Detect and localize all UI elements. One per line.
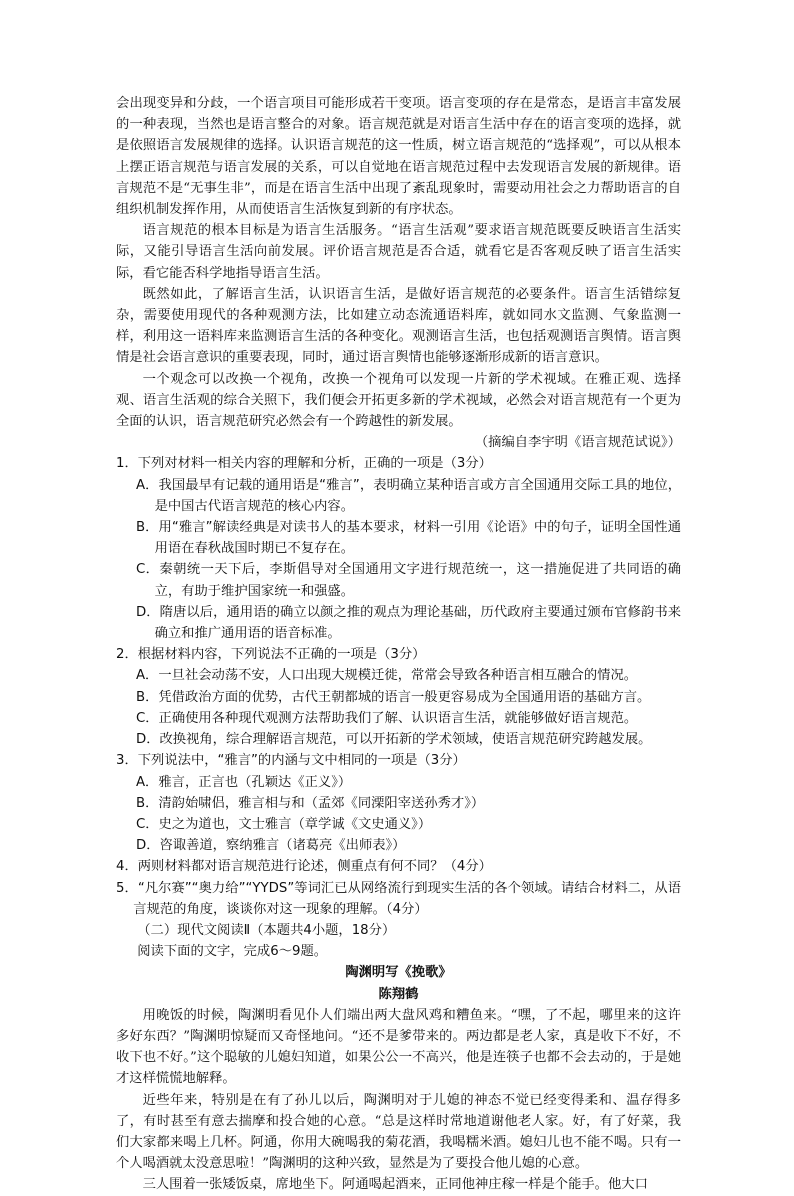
question-3-option-b: B．清韵始啸侣，雅言相与和（孟郊《同溧阳宰送孙秀才》）: [135, 795, 485, 811]
question-4-stem: 4．两则材料都对语言规范进行论述，侧重点有何不同？（4分）: [116, 859, 492, 875]
material-paragraph: 一个观念可以改换一个视角，改换一个视角可以发现一片新的学术视域。在雅正观、选择观、语言生活观的综合关照下，我们便会开拓更多新的学术视域，必然会对语言规范有一个更为全面的认识，语言规范研究必然会有一个跨越性的新发展。: [116, 371, 681, 430]
article-title: 陶渊明写《挽歌》: [345, 965, 452, 981]
article-author: 陈翔鹤: [378, 986, 419, 1002]
question-1-option-c: C．秦朝统一天下后，李斯倡导对全国通用文字进行规范统一，这一措施促进了共同语的确立，有助于维护国家统一和强盛。: [135, 562, 681, 599]
question-1-option-a: A．我国最早有记载的通用语是“雅言”，表明确立某种语言或方言全国通用交际工具的地位，是中国古代语言规范的核心内容。: [135, 477, 681, 514]
question-3-option-d: D．咨诹善道，察纳雅言（诸葛亮《出师表》）: [135, 838, 406, 854]
material-paragraph: 语言规范的根本目标是为语言生活服务。“语言生活观”要求语言规范既要反映语言生活实际，又能引导语言生活向前发展。评价语言规范是否合适，就看它是否客观反映了语言生活实际，看它能否科学地指导语言生活。: [116, 223, 681, 281]
question-1-stem: 1．下列对材料一相关内容的理解和分析，正确的一项是（3分）: [116, 456, 492, 472]
material-paragraph: 会出现变异和分歧，一个语言项目可能形成若干变项。语言变项的存在是常态，是语言丰富发展的一种表现，当然也是语言整合的对象。语言规范就是对语言生活中存在的语言变项的选择，就是依照语言发展规律的选择。认识语言规范的这一性质，树立语言规范的“选择观”，可以从根本上摆正语言规范与语言发展的关系，可以自觉地在语言规范过程中去发现语言发展的新规律。语言规范不是“无事生非”，而是在语言生活中出现了紊乱现象时，需要动用社会之力帮助语言的自组织机制发挥作用，从而使语言生活恢复到新的有序状态。: [116, 96, 681, 218]
question-1-option-b: B．用“雅言”解读经典是对读书人的基本要求，材料一引用《论语》中的句子，证明全国性通用语在春秋战国时期已不复存在。: [135, 520, 681, 557]
exam-page: [116, 93, 681, 1196]
question-2-stem: 2．根据材料内容，下列说法不正确的一项是（3分）: [116, 647, 426, 663]
material-paragraph: 既然如此，了解语言生活，认识语言生活，是做好语言规范的必要条件。语言生活错综复杂，需要使用现代的各种观测方法，比如建立动态流通语料库，就如同水文监测、气象监测一样，利用这一语料库来监测语言生活的各种变化。观测语言生活，也包括观测语言舆情。语言舆情是社会语言意识的重要表现，同时，通过语言舆情也能够逐渐形成新的语言意识。: [116, 286, 681, 366]
material-continuation: [116, 93, 681, 432]
article-header: [116, 962, 681, 1004]
question-3-option-a: A．雅言，正言也（孔颖达《正义》）: [135, 774, 352, 790]
section-instruction: 阅读下面的文字，完成6～9题。: [137, 944, 328, 960]
question-2-option-c: C．正确使用各种现代观测方法帮助我们了解、认识语言生活，就能够做好语言规范。: [135, 710, 638, 726]
article-paragraph: 用晚饭的时候，陶渊明看见仆人们端出两大盘风鸡和糟鱼来。“嘿，了不起，哪里来的这许多好东西？”陶渊明惊疑而又奇怪地问。“还不是爹带来的。两边都是老人家，真是收下不好，不收下也不好。”这个聪敏的儿媳妇知道，如果公公一不高兴，他是连筷子也都不会去动的，于是她才这样慌慌地解释。: [116, 1007, 681, 1087]
question-list: [116, 453, 681, 962]
question-2-option-a: A．一旦社会动荡不安，人口出现大规模迁徙，常常会导致各种语言相互融合的情况。: [135, 668, 638, 684]
question-5-stem: 5．“凡尔赛”“奥力给”“YYDS”等词汇已从网络流行到现实生活的各个领域。请结合材料二，从语言规范的角度，谈谈你对这一现象的理解。（4分）: [116, 880, 681, 917]
question-2-option-d: D．改换视角，综合理解语言规范，可以开拓新的学术领域，使语言规范研究跨越发展。: [135, 732, 652, 748]
section-heading: （二）现代文阅读Ⅱ（本题共4小题，18分）: [137, 922, 396, 938]
article-paragraph: 三人围着一张矮饭桌，席地坐下。阿通喝起酒来，正同他神庄稼一样是个能手。他大口: [142, 1177, 648, 1193]
material-source: （摘编自李宇明《语言规范试说》）: [474, 435, 681, 451]
question-1-option-d: D．隋唐以后，通用语的确立以颜之推的观点为理论基础，历代政府主要通过颁布官修韵书来确立和推广通用语的语音标准。: [135, 604, 681, 642]
article-paragraph: 近些年来，特别是在有了孙儿以后，陶渊明对于儿媳的神态不觉已经变得柔和、温存得多了，有时甚至有意去揣摩和投合她的心意。“总是这样时常地道谢他老人家。好，有了好菜，我们大家都来喝上几杯。阿通，你用大碗喝我的菊花酒，我喝糯米酒。媳妇儿也不能不喝。只有一个人喝酒就太没意思啦！”陶渊明的这种兴致，显然是为了要投合他儿媳的心意。: [116, 1092, 681, 1172]
question-3-stem: 3．下列说法中，“雅言”的内涵与文中相同的一项是（3分）: [116, 753, 466, 769]
question-2-option-b: B．凭借政治方面的优势，古代王朝都城的语言一般更容易成为全国通用语的基础方言。: [135, 689, 651, 705]
article-body: [116, 1005, 681, 1196]
question-3-option-c: C．史之为道也，文士雅言（章学诚《文史通义》）: [135, 816, 432, 832]
